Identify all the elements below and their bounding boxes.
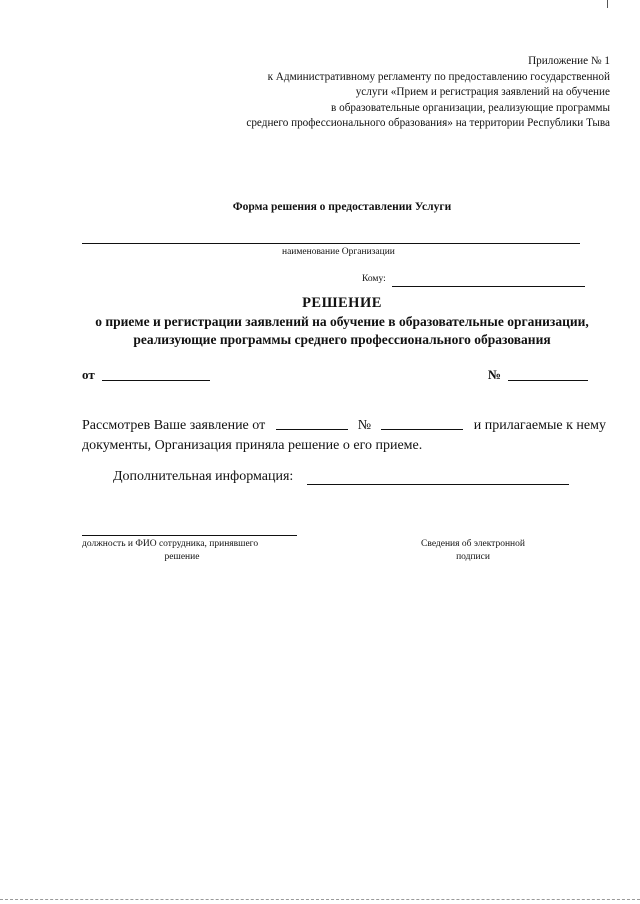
form-title: Форма решения о предоставлении Услуги bbox=[232, 201, 452, 213]
date-label: от bbox=[82, 367, 95, 382]
scan-bottom-edge bbox=[0, 899, 640, 900]
decision-number-line bbox=[508, 380, 588, 381]
decision-body-line: документы, Организация приняла решение о его приеме. bbox=[82, 438, 423, 453]
application-number-blank bbox=[381, 416, 463, 430]
appendix-line: в образовательные организации, реализующие программы bbox=[331, 101, 610, 114]
decision-heading: РЕШЕНИЕ bbox=[302, 295, 382, 311]
appendix-line: к Административному регламенту по предоставлению государственной bbox=[267, 70, 610, 83]
date-line bbox=[102, 380, 210, 381]
decision-subheading: о приеме и регистрации заявлений на обучение в образовательные организации, реализующие программы среднего профессионального образования bbox=[95, 314, 589, 347]
extra-info-label: Дополнительная информация: bbox=[113, 469, 294, 484]
caption-line: подписи bbox=[456, 552, 490, 562]
employee-signature-line bbox=[82, 535, 297, 536]
appendix-header bbox=[246, 54, 610, 132]
recipient-line bbox=[392, 286, 585, 287]
caption-line: должность и ФИО сотрудника, принявшего bbox=[82, 539, 259, 549]
employee-signature-caption bbox=[82, 538, 282, 564]
decision-number-label: № bbox=[488, 367, 502, 382]
organization-name-caption: наименование Организации bbox=[282, 247, 395, 257]
organization-name-line bbox=[82, 243, 580, 244]
application-date-blank bbox=[276, 416, 348, 430]
appendix-line: Приложение № 1 bbox=[528, 55, 610, 67]
caption-line: решение bbox=[164, 552, 200, 562]
recipient-label: Кому: bbox=[362, 274, 386, 284]
electronic-signature-caption bbox=[398, 538, 548, 564]
appendix-line: среднего профессионального образования» на территории Республики Тыва bbox=[246, 117, 610, 129]
body-number-sign: № bbox=[357, 418, 372, 433]
decision-body bbox=[82, 416, 606, 456]
appendix-line: услуги «Прием и регистрация заявлений на обучение bbox=[355, 86, 610, 98]
caption-line: Сведения об электронной bbox=[421, 539, 525, 549]
extra-info-line bbox=[307, 484, 569, 485]
scan-edge-mark bbox=[607, 0, 608, 8]
body-text-part: Рассмотрев Ваше заявление от bbox=[82, 418, 266, 433]
body-text-part: и прилагаемые к нему bbox=[473, 418, 606, 433]
decision-body-line bbox=[82, 416, 606, 436]
